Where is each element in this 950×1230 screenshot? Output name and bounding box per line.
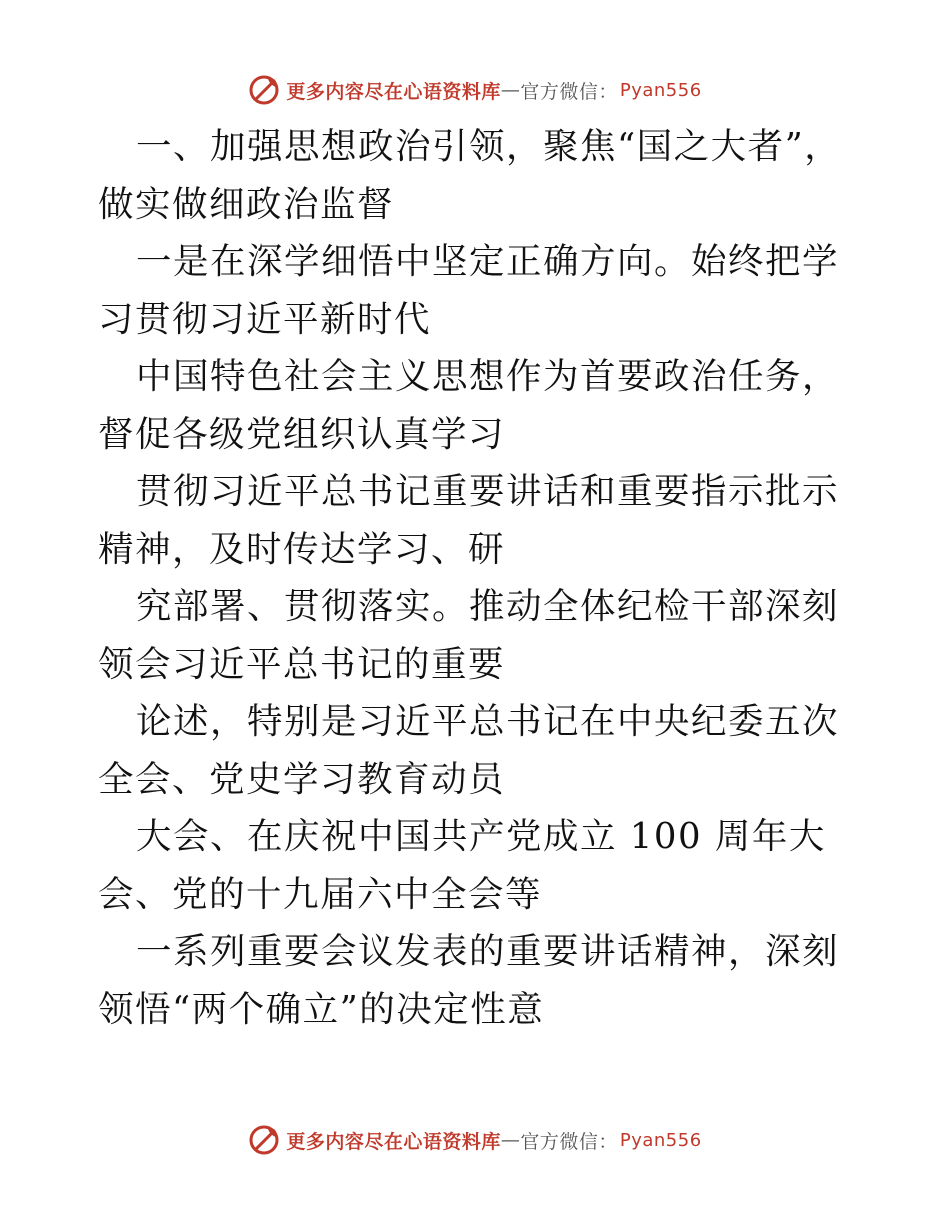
paragraph: 究部署、贯彻落实。推动全体纪检干部深刻领会习近平总书记的重要: [98, 586, 840, 685]
watermark-official: 官方微信：: [520, 80, 618, 103]
watermark-wechat-id: Pyan556: [619, 1129, 702, 1151]
watermark-brand: 更多内容尽在心语资料库: [286, 1130, 501, 1153]
paragraph: 一系列重要会议发表的重要讲话精神，深刻领悟“两个确立”的决定性意: [98, 931, 840, 1030]
footer-watermark: [0, 1120, 950, 1160]
quill-logo-icon: [248, 1123, 282, 1157]
paragraph: 论述，特别是习近平总书记在中央纪委五次全会、党史学习教育动员: [98, 701, 840, 800]
quill-logo-icon: [248, 73, 282, 107]
watermark-dash: —: [500, 1129, 521, 1151]
paragraph: 一是在深学细悟中坚定正确方向。始终把学习贯彻习近平新时代: [98, 241, 840, 340]
paragraph: 中国特色社会主义思想作为首要政治任务，督促各级党组织认真学习: [98, 356, 840, 455]
watermark-official: 官方微信：: [520, 1130, 618, 1153]
document-body: [98, 118, 858, 1038]
watermark-dash: —: [500, 79, 521, 101]
watermark-brand: 更多内容尽在心语资料库: [286, 80, 501, 103]
paragraph: 贯彻习近平总书记重要讲话和重要指示批示精神，及时传达学习、研: [98, 471, 840, 570]
paragraph: 大会、在庆祝中国共产党成立 100 周年大会、党的十九届六中全会等: [98, 816, 826, 915]
header-watermark: [0, 70, 950, 110]
paragraph: 一、加强思想政治引领，聚焦“国之大者”，做实做细政治监督: [98, 126, 842, 225]
watermark-wechat-id: Pyan556: [619, 79, 702, 101]
